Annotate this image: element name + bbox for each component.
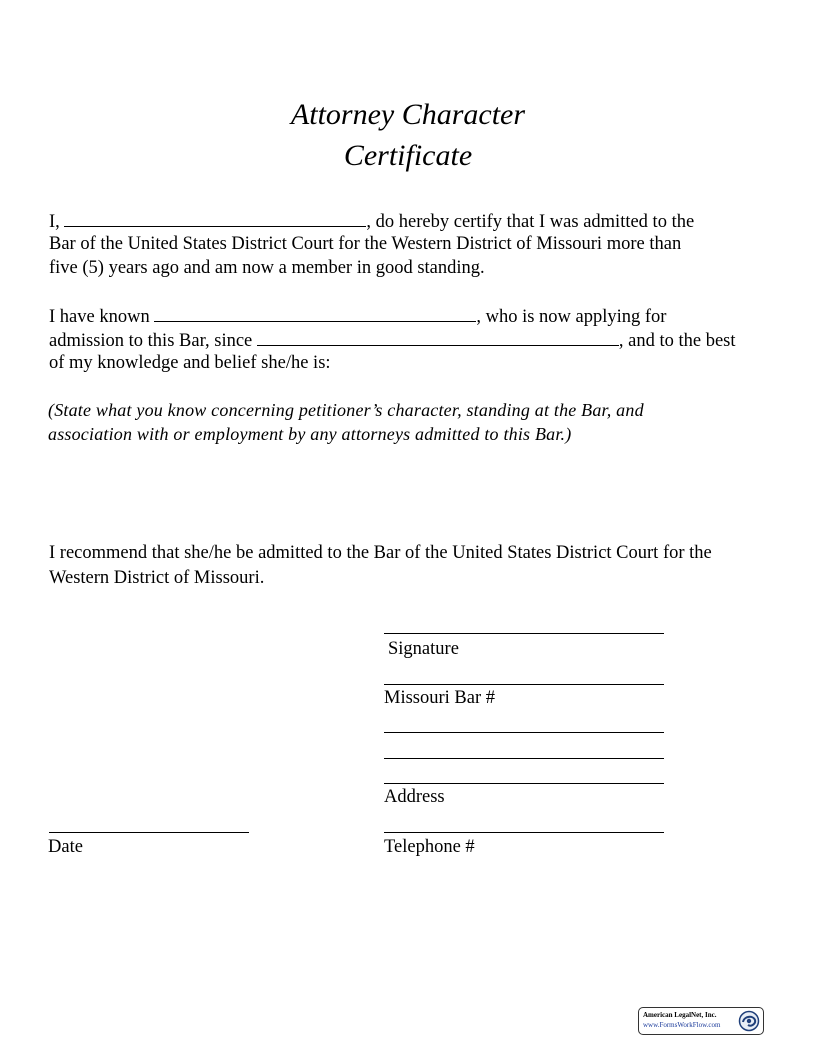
signature-line[interactable] bbox=[384, 633, 664, 634]
since-prefix: admission to this Bar, since bbox=[49, 331, 257, 351]
footer-logo bbox=[638, 1007, 764, 1035]
address-label: Address bbox=[384, 787, 445, 807]
certify-prefix: I, bbox=[49, 212, 65, 232]
known-since-field[interactable] bbox=[257, 327, 619, 346]
known-paragraph-line-3: of my knowledge and belief she/he is: bbox=[49, 353, 331, 373]
known-suffix: , who is now applying for bbox=[476, 307, 667, 327]
bar-number-line[interactable] bbox=[384, 684, 664, 685]
logo-company-name: American LegalNet, Inc. bbox=[643, 1011, 717, 1019]
date-label: Date bbox=[48, 837, 83, 857]
signature-label: Signature bbox=[388, 639, 459, 659]
certify-suffix: , do hereby certify that I was admitted to the bbox=[366, 212, 695, 232]
logo-url: www.FormsWorkFlow.com bbox=[643, 1021, 721, 1029]
recommend-line-1: I recommend that she/he be admitted to the Bar of the United States District Court for the bbox=[49, 543, 712, 563]
certify-paragraph-line-2: Bar of the United States District Court for the Western District of Missouri more than bbox=[49, 234, 682, 254]
address-line-2[interactable] bbox=[384, 758, 664, 759]
title-line-1: Attorney Character bbox=[290, 98, 526, 131]
known-prefix: I have known bbox=[49, 307, 155, 327]
instruction-line-1: (State what you know concerning petitioner’s character, standing at the Bar, and bbox=[48, 400, 644, 420]
recommend-line-2: Western District of Missouri. bbox=[49, 568, 265, 588]
known-paragraph-line-2 bbox=[49, 327, 789, 353]
bar-number-label: Missouri Bar # bbox=[384, 688, 495, 708]
address-line-1[interactable] bbox=[384, 732, 664, 733]
date-line[interactable] bbox=[49, 832, 249, 833]
certifier-name-field[interactable] bbox=[64, 208, 366, 227]
known-paragraph-line-1 bbox=[49, 303, 789, 329]
instruction-line-2: association with or employment by any attorneys admitted to this Bar.) bbox=[48, 424, 572, 444]
title-line-2: Certificate bbox=[343, 139, 473, 172]
certify-paragraph-line-3: five (5) years ago and am now a member in good standing. bbox=[49, 258, 485, 278]
address-line-3[interactable] bbox=[384, 783, 664, 784]
petitioner-name-field[interactable] bbox=[154, 303, 476, 322]
telephone-line[interactable] bbox=[384, 832, 664, 833]
certify-paragraph-line-1 bbox=[49, 208, 789, 234]
swirl-logo-icon bbox=[738, 1010, 760, 1032]
since-suffix: , and to the best bbox=[618, 331, 736, 351]
telephone-label: Telephone # bbox=[384, 837, 475, 857]
